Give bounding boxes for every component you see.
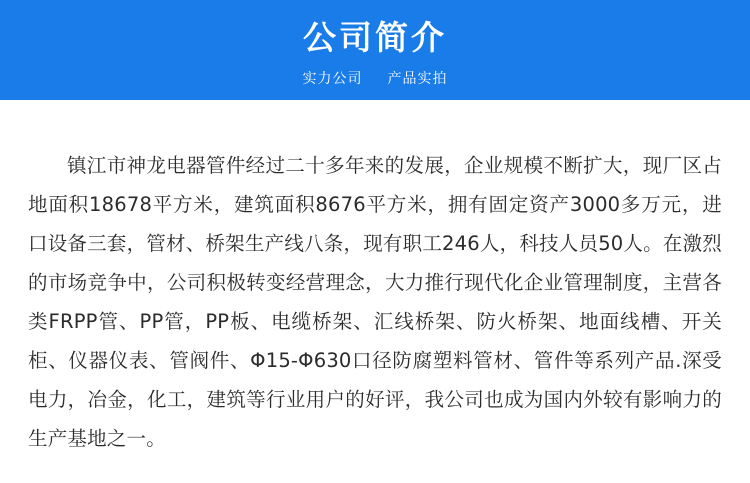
page-title: 公司简介 [303, 18, 447, 58]
banner-subtitle-right: 产品实拍 [387, 70, 448, 87]
company-description-paragraph: 镇江市神龙电器管件经过二十多年来的发展，企业规模不断扩大，现厂区占地面积18678平方米，建筑面积8676平方米，拥有固定资产3000多万元，进口设备三套，管材、桥架生产线八条，现有职工246人，科技人员50人。在激烈的市场竞争中，公司积极转变经营理念，大力推行现代化企业管理制度，主营各类FRPP管、PP管，PP板、电缆桥架、汇线桥架、防火桥架、地面线槽、开关柜、仪器仪表、管阀件、Φ15-Φ630口径防腐塑料管材、管件等系列产品.深受电力，冶金，化工，建筑等行业用户的好评，我公司也成为国内外较有影响力的生产基地之一。 [28, 153, 722, 450]
banner-subtitle-left: 实力公司 [302, 70, 363, 87]
banner-subtitle [303, 68, 448, 88]
content-area [0, 100, 750, 458]
page-banner [0, 0, 750, 100]
